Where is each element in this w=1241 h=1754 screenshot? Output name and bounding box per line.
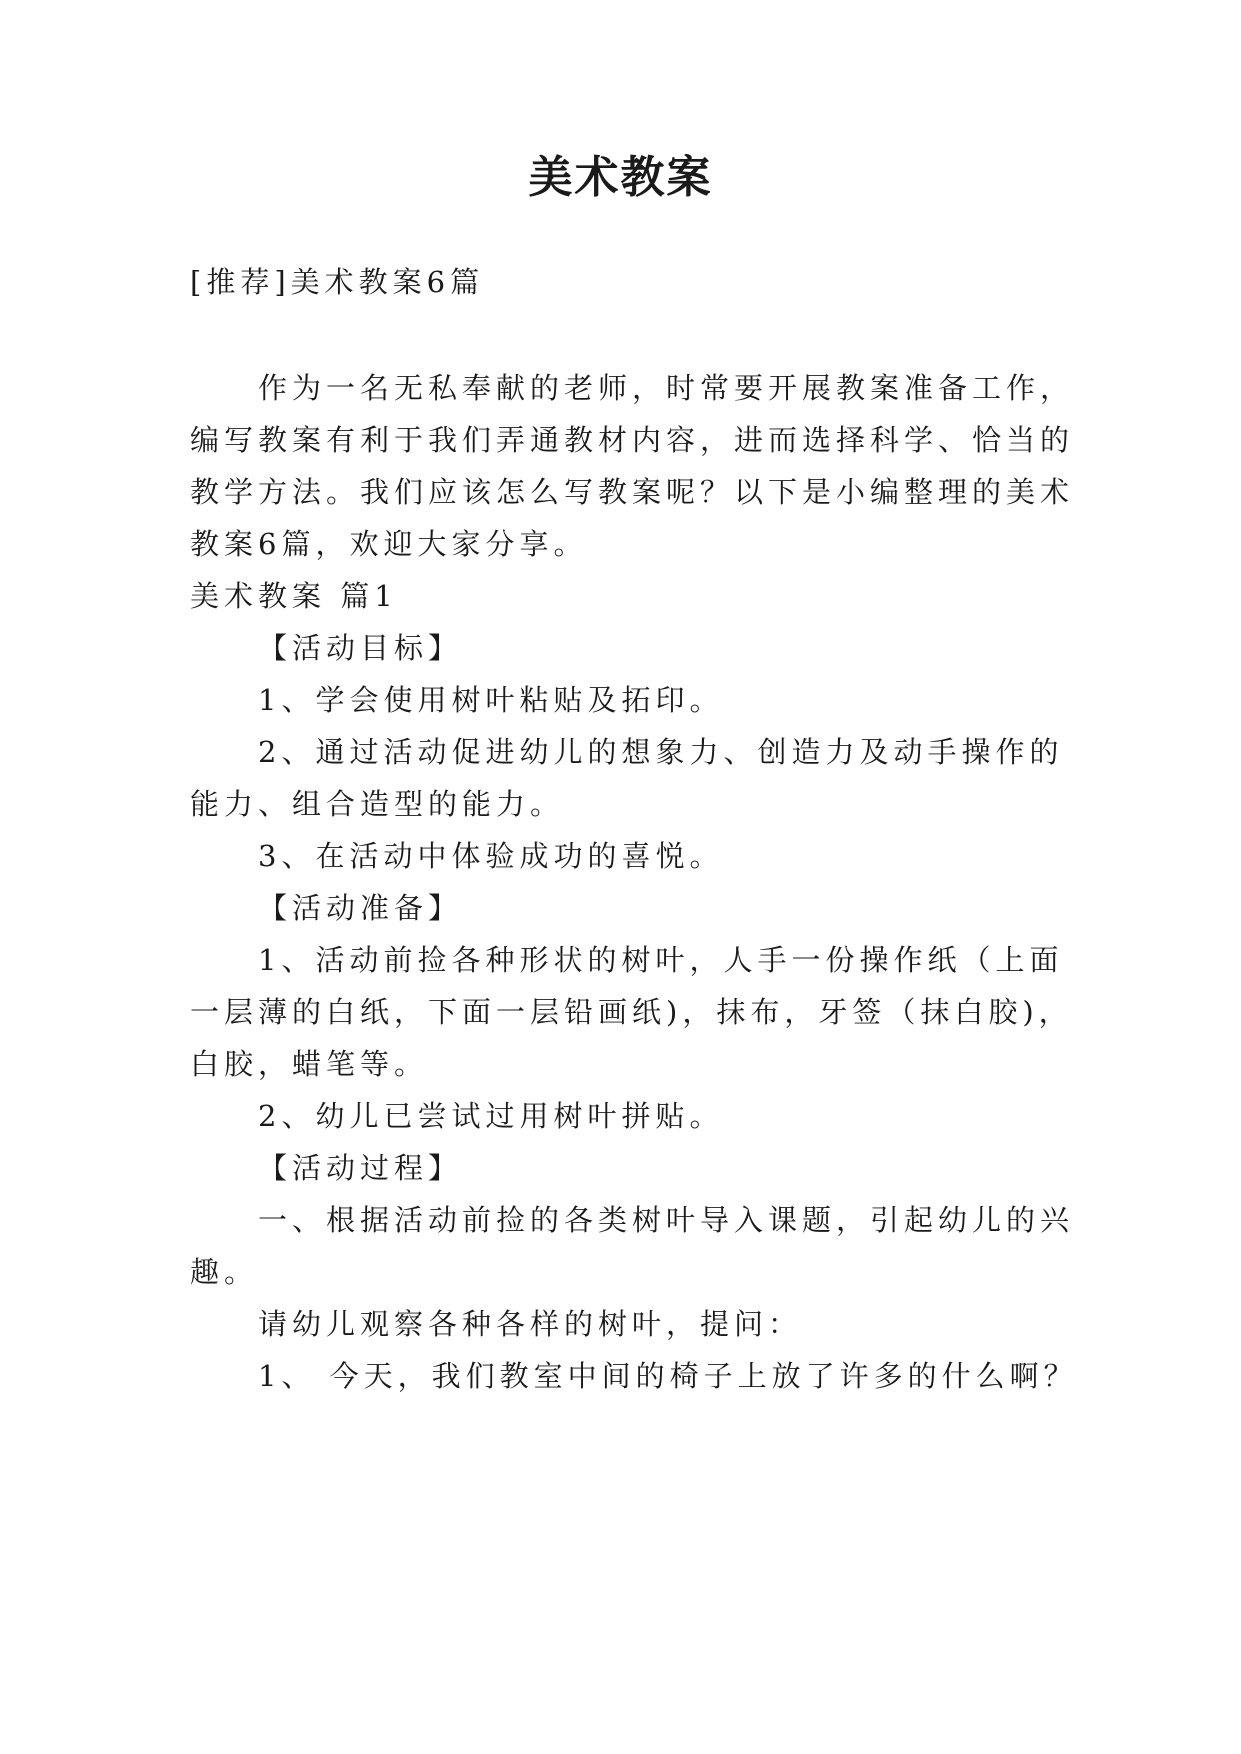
- paragraph-line: 2、通过活动促进幼儿的想象力、创造力及动手操作的: [258, 735, 1064, 769]
- paragraph-line: 能力、组合造型的能力。: [190, 787, 565, 821]
- paragraph-line: 3、在活动中体验成功的喜悦。: [258, 839, 724, 873]
- paragraph-line: 一层薄的白纸，下面一层铅画纸)，抹布，牙签（抹白胶)，: [190, 995, 1073, 1029]
- document-title: 美术教案: [528, 152, 713, 203]
- paragraph-line: 教案6篇，欢迎大家分享。: [190, 527, 588, 561]
- paragraph-line: 1、 今天，我们教室中间的椅子上放了许多的什么啊？: [258, 1359, 1078, 1393]
- subtitle-line: [推荐]美术教案6篇: [190, 265, 485, 299]
- paragraph-line: 趣。: [190, 1255, 259, 1289]
- paragraph-line: 2、幼儿已尝试过用树叶拼贴。: [258, 1099, 724, 1133]
- paragraph-line: 1、活动前捡各种形状的树叶，人手一份操作纸（上面: [258, 943, 1064, 977]
- subsection-heading: 【活动目标】: [258, 631, 463, 665]
- paragraph-line: 作为一名无私奉献的老师，时常要开展教案准备工作，: [258, 371, 1075, 405]
- paragraph-line: 一、根据活动前捡的各类树叶导入课题，引起幼儿的兴: [258, 1203, 1075, 1237]
- subsection-heading: 【活动准备】: [258, 891, 463, 925]
- paragraph-line: 编写教案有利于我们弄通教材内容，进而选择科学、恰当的: [190, 423, 1075, 457]
- subsection-heading: 【活动过程】: [258, 1151, 463, 1185]
- paragraph-line: 教学方法。我们应该怎么写教案呢？以下是小编整理的美术: [190, 475, 1075, 509]
- paragraph-line: 请幼儿观察各种各样的树叶，提问：: [258, 1307, 803, 1341]
- section-heading: 美术教案 篇1: [190, 579, 398, 613]
- paragraph-line: 1、学会使用树叶粘贴及拓印。: [258, 683, 724, 717]
- paragraph-line: 白胶，蜡笔等。: [190, 1047, 429, 1081]
